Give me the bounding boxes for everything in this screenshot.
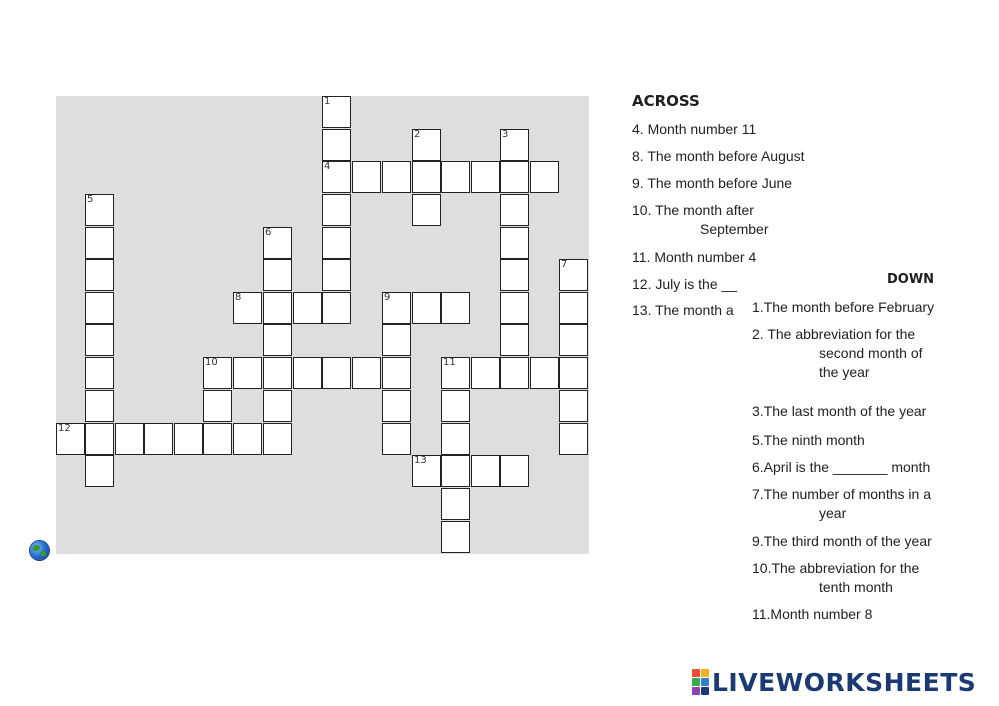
clue-text: 3.The last month of the year (752, 403, 927, 419)
logo-square (701, 687, 709, 695)
crossword-cell[interactable] (471, 161, 500, 193)
globe-icon[interactable] (30, 541, 49, 560)
clue-text: 5.The ninth month (752, 432, 865, 448)
crossword-cell[interactable] (263, 390, 292, 422)
crossword-cell[interactable] (85, 357, 114, 389)
clue-text: year (819, 505, 847, 521)
crossword-cell[interactable] (412, 161, 441, 193)
down-clue (752, 298, 934, 317)
crossword-cell[interactable] (441, 292, 470, 324)
crossword-cell[interactable] (263, 357, 292, 389)
crossword-cell[interactable] (85, 324, 114, 356)
logo-square (692, 669, 700, 677)
crossword-cell[interactable] (441, 161, 470, 193)
crossword-cell[interactable] (441, 357, 470, 389)
clue-text: 4. Month number 11 (632, 121, 757, 137)
clue-text: 6.April is the _______ month (752, 459, 931, 475)
crossword-cell[interactable] (382, 423, 411, 455)
crossword-cell[interactable] (500, 259, 529, 291)
crossword-cell[interactable] (559, 292, 588, 324)
across-clue (632, 147, 805, 166)
clue-text: 11. Month number 4 (632, 249, 757, 265)
clue-number: 10 (205, 357, 218, 368)
logo-square (701, 678, 709, 686)
crossword-cell[interactable] (471, 357, 500, 389)
logo-mark-icon (692, 669, 709, 695)
down-clue (752, 532, 932, 551)
clue-text: the year (819, 364, 870, 380)
clue-number: 5 (87, 194, 94, 205)
crossword-cell[interactable] (412, 194, 441, 226)
clue-text: September (700, 221, 769, 237)
crossword-cell[interactable] (559, 324, 588, 356)
across-clue (632, 275, 737, 294)
clue-text: 1.The month before February (752, 299, 935, 315)
crossword-cell[interactable] (412, 129, 441, 161)
crossword-cell[interactable] (441, 521, 470, 553)
crossword-cell[interactable] (203, 357, 232, 389)
crossword-cell[interactable] (263, 259, 292, 291)
clue-number: 7 (561, 259, 568, 270)
crossword-cell[interactable] (293, 292, 322, 324)
down-heading: DOWN (887, 272, 935, 287)
across-heading: ACROSS (632, 92, 700, 110)
crossword-cell[interactable] (559, 259, 588, 291)
crossword-cell[interactable] (471, 455, 500, 487)
crossword-cell[interactable] (530, 161, 559, 193)
liveworksheets-logo[interactable] (692, 667, 976, 697)
down-clue (752, 605, 872, 624)
crossword-cell[interactable] (85, 423, 114, 455)
crossword-cell[interactable] (56, 423, 85, 455)
crossword-cell[interactable] (382, 292, 411, 324)
clue-text: tenth month (819, 579, 893, 595)
crossword-cell[interactable] (85, 194, 114, 226)
crossword-cell[interactable] (203, 390, 232, 422)
clue-text: second month of (819, 345, 923, 361)
across-clue (632, 248, 756, 267)
clue-number: 3 (502, 129, 509, 140)
logo-square (692, 687, 700, 695)
clue-number: 6 (265, 227, 272, 238)
clue-text: 10. The month after (632, 202, 754, 218)
crossword-cell[interactable] (263, 324, 292, 356)
crossword-cell[interactable] (115, 423, 144, 455)
crossword-cell[interactable] (559, 423, 588, 455)
crossword-cell[interactable] (263, 423, 292, 455)
crossword-cell[interactable] (233, 292, 262, 324)
crossword-cell[interactable] (441, 423, 470, 455)
crossword-cell[interactable] (500, 455, 529, 487)
clue-text: 12. July is the __ (632, 276, 738, 292)
down-clue-list (752, 296, 954, 622)
crossword-cell[interactable] (322, 161, 351, 193)
crossword-cell[interactable] (500, 227, 529, 259)
clue-text: 2. The abbreviation for the (752, 326, 916, 342)
logo-square (701, 669, 709, 677)
crossword-cell[interactable] (500, 129, 529, 161)
logo-text: LIVEWORKSHEETS (712, 667, 977, 697)
crossword-cell[interactable] (382, 324, 411, 356)
crossword-cell[interactable] (441, 390, 470, 422)
crossword-cell[interactable] (352, 161, 381, 193)
clue-text: 10.The abbreviation for the (752, 560, 920, 576)
crossword-cell[interactable] (85, 292, 114, 324)
crossword-grid (56, 96, 589, 554)
crossword-cell[interactable] (322, 96, 351, 128)
crossword-cell[interactable] (174, 423, 203, 455)
down-clue (752, 431, 865, 450)
crossword-cell[interactable] (322, 194, 351, 226)
crossword-cell[interactable] (85, 227, 114, 259)
clue-text: 7.The number of months in a (752, 486, 931, 502)
across-clue (632, 120, 756, 139)
crossword-cell[interactable] (441, 455, 470, 487)
down-clue (752, 458, 930, 477)
clue-number: 12 (58, 423, 71, 434)
crossword-cell[interactable] (500, 324, 529, 356)
crossword-cell[interactable] (85, 390, 114, 422)
clue-text: 8. The month before August (632, 148, 805, 164)
across-clue (632, 174, 792, 193)
crossword-cell[interactable] (352, 357, 381, 389)
crossword-cell[interactable] (85, 455, 114, 487)
crossword-cell[interactable] (263, 227, 292, 259)
crossword-cell[interactable] (500, 292, 529, 324)
down-clue (752, 325, 923, 382)
crossword-cell[interactable] (322, 129, 351, 161)
crossword-cell[interactable] (85, 259, 114, 291)
crossword-cell[interactable] (322, 357, 351, 389)
clue-number: 2 (414, 129, 421, 140)
clue-text: 13. The month a (632, 302, 734, 318)
crossword-cell[interactable] (233, 357, 262, 389)
crossword-cell[interactable] (500, 194, 529, 226)
clue-text: 11.Month number 8 (752, 606, 873, 622)
crossword-cell[interactable] (500, 357, 529, 389)
crossword-cell[interactable] (500, 161, 529, 193)
crossword-cell[interactable] (144, 423, 173, 455)
crossword-cell[interactable] (293, 357, 322, 389)
crossword-cell[interactable] (382, 390, 411, 422)
across-clue (632, 301, 734, 320)
down-clue (752, 559, 919, 597)
crossword-cell[interactable] (530, 357, 559, 389)
clue-text: 9. The month before June (632, 175, 793, 191)
crossword-cell[interactable] (382, 357, 411, 389)
crossword-cell[interactable] (382, 161, 411, 193)
crossword-cell[interactable] (322, 227, 351, 259)
clue-number: 13 (414, 455, 427, 466)
clue-number: 1 (324, 96, 331, 107)
crossword-cell[interactable] (412, 292, 441, 324)
clue-number: 9 (384, 292, 391, 303)
crossword-cell[interactable] (263, 292, 292, 324)
crossword-cell[interactable] (412, 455, 441, 487)
clue-number: 11 (443, 357, 456, 368)
down-clue (752, 402, 926, 421)
crossword-cell[interactable] (441, 488, 470, 520)
across-clue (632, 201, 768, 239)
crossword-cell[interactable] (559, 390, 588, 422)
clue-number: 4 (324, 161, 331, 172)
clue-text: 9.The third month of the year (752, 533, 932, 549)
logo-square (692, 678, 700, 686)
clue-number: 8 (235, 292, 242, 303)
crossword-cell[interactable] (322, 259, 351, 291)
crossword-cell[interactable] (559, 357, 588, 389)
down-clue (752, 485, 931, 523)
crossword-cell[interactable] (233, 423, 262, 455)
crossword-cell[interactable] (322, 292, 351, 324)
crossword-cell[interactable] (203, 423, 232, 455)
